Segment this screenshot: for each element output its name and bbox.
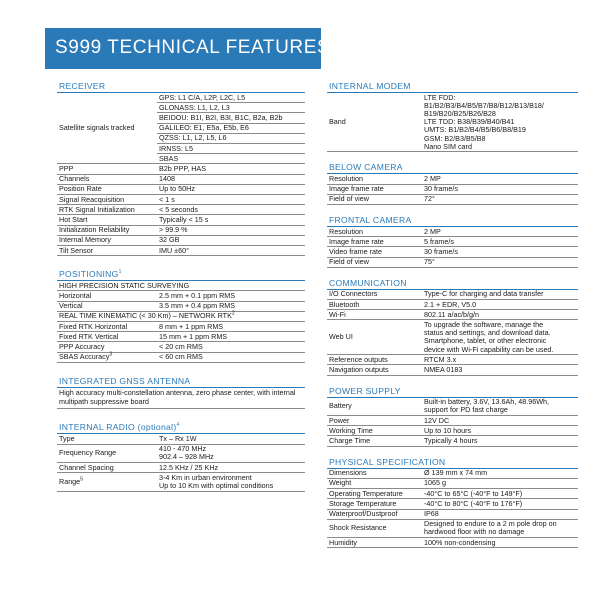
section-title-positioning [57, 267, 305, 281]
band-line: LTE FDD: [424, 92, 456, 102]
table-row [57, 184, 305, 194]
table-row [327, 398, 578, 416]
spec-value-line: 12V DC [424, 415, 450, 425]
footnote-marker: 5 [80, 476, 83, 483]
spec-value: 1408 [157, 174, 305, 184]
spec-label-text: Horizontal [59, 290, 92, 300]
spec-label [327, 174, 422, 184]
satellite-signal-value: GPS: L1 C/A, L2P, L2C, L5 [157, 93, 305, 103]
spec-value-line: Type-C for charging and data transfer [424, 289, 544, 299]
table-row [327, 538, 578, 548]
spec-value: < 5 seconds [157, 205, 305, 215]
spec-value [422, 416, 578, 426]
table-row [327, 469, 578, 479]
spec-value-line: 100% non-condensing [424, 537, 496, 547]
rtk-footnote: 2 [231, 310, 235, 317]
spec-label-text: Range [59, 476, 81, 486]
spec-value [422, 398, 578, 416]
spec-value-line: Typically 4 hours [424, 435, 478, 445]
spec-label [327, 300, 422, 310]
satellite-signals-label: Satellite signals tracked [57, 93, 157, 164]
spec-label-text: Navigation outputs [329, 364, 389, 374]
spec-label-text: Operating Temperature [329, 488, 403, 498]
spec-label [57, 352, 157, 362]
radio-footnote: 4 [176, 422, 180, 429]
spec-label-text: Resolution [329, 226, 363, 236]
spec-label-text: Weight [329, 478, 352, 488]
table-row [57, 225, 305, 235]
spec-label [327, 538, 422, 548]
spec-label [327, 469, 422, 479]
table-row [327, 93, 578, 152]
band-label: Band [327, 93, 422, 152]
spec-value [422, 300, 578, 310]
band-line: B19/B20/B25/B26/B28 [424, 108, 496, 118]
table-row [327, 416, 578, 426]
title-banner [45, 28, 331, 69]
spec-value-line: NMEA 0183 [424, 364, 463, 374]
satellite-signal-value: GLONASS: L1, L2, L3 [157, 103, 305, 113]
spec-label-text: Battery [329, 401, 352, 411]
table-row [57, 174, 305, 184]
spec-label [327, 227, 422, 237]
spec-label: PPP [57, 164, 157, 174]
table-row [327, 519, 578, 537]
spec-label-text: Type [59, 433, 75, 443]
spec-value: 2.5 mm + 0.1 ppm RMS [157, 291, 305, 301]
spec-label-text: Channel Spacing [59, 462, 114, 472]
satellite-signal-value: IRNSS: L5 [157, 144, 305, 154]
band-line: GSM: B2/B3/B5/B8 [424, 133, 486, 143]
table-row [327, 174, 578, 184]
spec-label [327, 436, 422, 446]
satellite-signal-value: BEIDOU: B1I, B2I, B3I, B1C, B2a, B2b [157, 113, 305, 123]
spec-value [157, 444, 305, 462]
spec-label [327, 184, 422, 194]
satellite-signal-value: GALILEO: E1, E5a, E5b, E6 [157, 123, 305, 133]
spec-value: 5 frame/s [422, 237, 578, 247]
table-row [327, 436, 578, 446]
spec-label-text: Bluetooth [329, 299, 360, 309]
table-row [327, 499, 578, 509]
spec-value: Up to 50Hz [157, 184, 305, 194]
radio-table [57, 434, 305, 491]
section-title-below-camera: BELOW CAMERA [327, 160, 578, 174]
spec-label: Initialization Reliability [57, 225, 157, 235]
spec-label-text: Charge Time [329, 435, 371, 445]
table-row [57, 444, 305, 462]
spec-label [57, 463, 157, 473]
spec-value-line: Up to 10 hours [424, 425, 472, 435]
spec-value [157, 434, 305, 444]
spec-label [327, 478, 422, 488]
spec-label: Internal Memory [57, 235, 157, 245]
table-row [57, 235, 305, 245]
spec-value-line: 3-4 Km in urban environment [159, 472, 252, 482]
spec-label-text: Frequency Range [59, 448, 117, 458]
spec-value [157, 473, 305, 491]
spec-label: Signal Reacquisition [57, 195, 157, 205]
spec-value: < 60 cm RMS [157, 352, 305, 362]
spec-value-line: 802.11 a/ac/b/g/n [424, 309, 480, 319]
table-row [57, 93, 305, 103]
spec-label [57, 332, 157, 342]
table-row [57, 322, 305, 332]
power-table [327, 398, 578, 447]
table-row [57, 352, 305, 362]
spec-value [422, 320, 578, 355]
table-row [327, 227, 578, 237]
rtk-header-text: REAL TIME KINEMATIC (< 30 Km) – NETWORK RTK [59, 311, 232, 321]
spec-label [327, 365, 422, 375]
spec-label [57, 342, 157, 352]
spec-value [422, 478, 578, 488]
spec-value-line: Designed to endure to a 2 m pole drop on [424, 519, 557, 529]
spec-value-line: -40°C to 65°C (-40°F to 149°F) [424, 488, 523, 498]
table-row [327, 247, 578, 257]
spec-label-text: Fixed RTK Horizontal [59, 321, 128, 331]
spec-value: > 99.9 % [157, 225, 305, 235]
spec-value: < 1 s [157, 195, 305, 205]
rtk-table [57, 322, 305, 363]
spec-label [327, 290, 422, 300]
spec-value-line: RTCM 3.x [424, 354, 457, 364]
spec-label [327, 247, 422, 257]
spec-value: 3.5 mm + 0.4 ppm RMS [157, 301, 305, 311]
table-row [57, 205, 305, 215]
spec-value-line: support for PD fast charge [424, 405, 508, 415]
table-row [327, 184, 578, 194]
spec-label-text: Field of view [329, 194, 369, 204]
table-row [57, 301, 305, 311]
spec-value: 32 GB [157, 235, 305, 245]
band-line: UMTS: B1/B2/B4/B5/B6/B8/B19 [424, 125, 526, 135]
table-row [327, 310, 578, 320]
section-title-antenna: INTEGRATED GNSS ANTENNA [57, 374, 305, 388]
table-row [327, 509, 578, 519]
spec-value-line: -40°C to 80°C (-40°F to 176°F) [424, 498, 523, 508]
band-line: B1/B2/B3/B4/B5/B7/B8/B12/B13/B18/ [424, 100, 544, 110]
table-row [57, 291, 305, 301]
spec-label [327, 320, 422, 355]
spec-value-line: hardwood floor with no damage [424, 527, 525, 537]
spec-value [422, 290, 578, 300]
spec-value-line: 12.5 KHz / 25 KHz [159, 462, 219, 472]
communication-table [327, 290, 578, 376]
table-row [327, 365, 578, 375]
spec-label-text: Resolution [329, 173, 363, 183]
spec-label-text: Humidity [329, 537, 357, 547]
spec-label [57, 434, 157, 444]
spec-value-line: 410 - 470 MHz [159, 444, 207, 454]
table-row [57, 164, 305, 174]
section-title-receiver: RECEIVER [57, 79, 305, 93]
modem-table [327, 93, 578, 152]
below-camera-table [327, 174, 578, 205]
table-row [327, 237, 578, 247]
spec-value: 75° [422, 257, 578, 267]
table-row [57, 473, 305, 491]
spec-label-text: SBAS Accuracy [59, 352, 110, 362]
spec-label-text: Storage Temperature [329, 498, 397, 508]
left-column [57, 79, 305, 492]
spec-label-text: Shock Resistance [329, 523, 387, 533]
spec-label-text: Image frame rate [329, 184, 384, 194]
spec-label: Tilt Sensor [57, 246, 157, 256]
table-row [57, 195, 305, 205]
table-row [57, 342, 305, 352]
spec-label [57, 301, 157, 311]
spec-value [422, 519, 578, 537]
band-values [422, 93, 578, 152]
spec-label [57, 473, 157, 491]
spec-value: 72° [422, 194, 578, 204]
satellite-signal-value: QZSS: L1, L2, L5, L6 [157, 133, 305, 143]
spec-label [327, 499, 422, 509]
table-row [327, 478, 578, 488]
spec-label [327, 489, 422, 499]
table-row [327, 489, 578, 499]
spec-label-text: Wi-Fi [329, 309, 346, 319]
band-line: Nano SIM card [424, 141, 472, 151]
spec-label-text: Power [329, 415, 350, 425]
table-row [57, 246, 305, 256]
section-title-radio [57, 420, 305, 434]
spec-value-line: IP68 [424, 509, 439, 518]
spec-label [327, 310, 422, 320]
section-title-physical: PHYSICAL SPECIFICATION [327, 455, 578, 469]
spec-value: 30 frame/s [422, 184, 578, 194]
spec-value-line: Tx – Rx 1W [159, 433, 197, 443]
table-row [327, 194, 578, 204]
rtk-header [57, 312, 305, 322]
spec-value [422, 355, 578, 365]
spec-value [422, 436, 578, 446]
spec-label [327, 237, 422, 247]
spec-value: < 20 cm RMS [157, 342, 305, 352]
satellite-signal-value: SBAS [157, 154, 305, 164]
spec-label: Position Rate [57, 184, 157, 194]
spec-label-text: Fixed RTK Vertical [59, 331, 119, 341]
spec-value [422, 499, 578, 509]
spec-label-text: Working Time [329, 425, 373, 435]
spec-label: Hot Start [57, 215, 157, 225]
spec-label-text: PPP Accuracy [59, 341, 105, 351]
spec-label [327, 426, 422, 436]
spec-value [422, 489, 578, 499]
footnote-marker: 3 [109, 351, 113, 358]
antenna-description: High accuracy multi-constellation antenna, zero phase center, with internal multipath suppressive board [57, 388, 305, 410]
spec-value [422, 469, 578, 479]
section-title-modem: INTERNAL MODEM [327, 79, 578, 93]
positioning-title: POSITIONING [59, 269, 119, 280]
section-title-frontal-camera: FRONTAL CAMERA [327, 213, 578, 227]
spec-label [57, 291, 157, 301]
spec-value-line: To upgrade the software, manage the [424, 319, 544, 329]
band-line: LTE TDD: B38/B39/B40/B41 [424, 117, 515, 127]
table-row [327, 290, 578, 300]
spec-value: IMU ±60° [157, 246, 305, 256]
table-row [327, 426, 578, 436]
receiver-table [57, 93, 305, 256]
spec-label [327, 509, 422, 519]
section-title-power: POWER SUPPLY [327, 384, 578, 398]
spec-label [57, 322, 157, 332]
spec-label [327, 416, 422, 426]
static-surveying-header: HIGH PRECISION STATIC SURVEYING [57, 281, 305, 291]
section-title-communication: COMMUNICATION [327, 276, 578, 290]
table-row [327, 257, 578, 267]
spec-label-text: Dimensions [329, 468, 367, 478]
spec-label: RTK Signal Initialization [57, 205, 157, 215]
spec-label-text: Video frame rate [329, 246, 383, 256]
spec-label [327, 398, 422, 416]
spec-value-line: status and settings, and download data. [424, 328, 551, 338]
table-row [327, 300, 578, 310]
spec-value-line: 902.4 – 928 MHz [159, 452, 214, 462]
spec-label-text: I/O Connectors [329, 289, 378, 299]
spec-value-line: Smartphone, tablet, or other electronic [424, 336, 547, 346]
spec-value [422, 310, 578, 320]
spec-label-text: Image frame rate [329, 236, 384, 246]
spec-value: 2 MP [422, 227, 578, 237]
spec-label [327, 257, 422, 267]
spec-value-line: Built-in battery, 3.6V, 13.6Ah, 48.96Wh, [424, 397, 550, 407]
physical-table [327, 469, 578, 549]
frontal-camera-table [327, 227, 578, 268]
spec-label: Channels [57, 174, 157, 184]
spec-value [157, 463, 305, 473]
spec-value [422, 509, 578, 519]
positioning-footnote: 1 [118, 269, 122, 276]
spec-label-text: Web UI [329, 332, 353, 342]
spec-value-line: Ø 139 mm x 74 mm [424, 468, 488, 478]
spec-value: Typically < 15 s [157, 215, 305, 225]
spec-value-line: Up to 10 Km with optimal conditions [159, 480, 274, 490]
spec-label-text: Reference outputs [329, 354, 388, 364]
right-column [327, 79, 578, 548]
static-table [57, 291, 305, 311]
spec-label-text: Waterproof/Dustproof [329, 509, 398, 518]
radio-title: INTERNAL RADIO (optional) [59, 422, 177, 433]
spec-label-text: Vertical [59, 301, 83, 311]
spec-label [327, 194, 422, 204]
table-row [327, 355, 578, 365]
spec-value [422, 538, 578, 548]
spec-value [422, 365, 578, 375]
spec-label [57, 444, 157, 462]
spec-value [422, 426, 578, 436]
spec-value-line: 2.1 + EDR, V5.0 [424, 299, 477, 309]
table-row [57, 215, 305, 225]
table-row [57, 463, 305, 473]
page-title: S999 TECHNICAL FEATURES [55, 37, 331, 58]
spec-value-line: device with Wi-Fi capability can be used. [424, 344, 554, 354]
spec-label [327, 519, 422, 537]
spec-label-text: Field of view [329, 257, 369, 267]
spec-value-line: 1065 g [424, 478, 446, 488]
spec-value: 8 mm + 1 ppm RMS [157, 322, 305, 332]
spec-value: 30 frame/s [422, 247, 578, 257]
table-row [57, 332, 305, 342]
spec-value: 2 MP [422, 174, 578, 184]
table-row [327, 320, 578, 355]
spec-value: B2b PPP, HAS [157, 164, 305, 174]
spec-value: 15 mm + 1 ppm RMS [157, 332, 305, 342]
table-row [57, 434, 305, 444]
spec-label [327, 355, 422, 365]
